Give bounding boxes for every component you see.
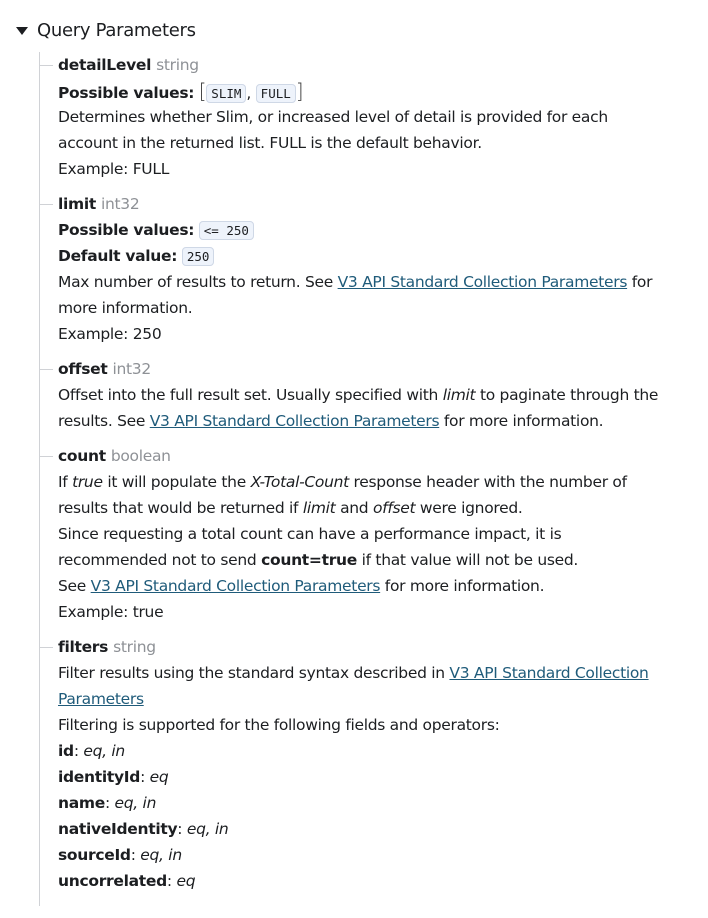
param-type: int32	[112, 360, 151, 378]
collection-params-link[interactable]: V3 API Standard Collection Parameters	[149, 412, 440, 430]
filter-field-name: uncorrelated	[58, 872, 167, 890]
close-bracket: ]	[295, 79, 304, 103]
param-type: boolean	[110, 447, 171, 465]
desc-text: Offset into the full result set. Usually specified with	[58, 386, 439, 404]
filter-field-ops: eq, in	[140, 846, 182, 864]
collection-params-link[interactable]: V3 API Standard Collection Parameters	[90, 577, 381, 595]
desc-text: results. See	[58, 412, 146, 430]
filter-field-ops: eq, in	[83, 742, 125, 760]
param-description: Since requesting a total count can have a performance impact, it is	[58, 525, 562, 543]
param-description: Filtering is supported for the following fields and operators:	[58, 716, 500, 734]
desc-text: If	[58, 473, 68, 491]
desc-emphasis: limit	[442, 386, 476, 404]
param-limit	[58, 191, 698, 347]
desc-text: if that value will not be used.	[361, 551, 579, 569]
param-example: Example: true	[58, 603, 164, 621]
filter-field-name: nativeIdentity	[58, 820, 178, 838]
desc-text: Filter results using the standard syntax described in	[58, 664, 445, 682]
tree-tick	[39, 369, 53, 370]
possible-values-label: Possible values:	[58, 84, 195, 102]
param-description: Determines whether Slim, or increased level of detail is provided for each	[58, 108, 608, 126]
filter-field-name: name	[58, 794, 105, 812]
open-bracket: [	[198, 79, 207, 103]
param-example: Example: 250	[58, 325, 162, 343]
desc-text: for	[631, 273, 653, 291]
tree-tick	[39, 456, 53, 457]
filter-field-row: identityId: eq	[58, 768, 169, 786]
desc-text: and	[340, 499, 369, 517]
collection-params-link[interactable]: V3 API Standard Collection Parameters	[337, 273, 628, 291]
desc-emphasis: offset	[372, 499, 416, 517]
filter-field-row: nativeIdentity: eq, in	[58, 820, 229, 838]
tree-line	[39, 52, 40, 906]
filter-field-ops: eq	[149, 768, 169, 786]
filter-field-row: id: eq, in	[58, 742, 125, 760]
param-type: string	[156, 56, 199, 74]
filter-field-name: sourceId	[58, 846, 131, 864]
caret-down-icon[interactable]	[16, 27, 28, 35]
filter-field-row: sourceId: eq, in	[58, 846, 182, 864]
filter-field-ops: eq, in	[186, 820, 229, 838]
enum-value: FULL	[256, 84, 296, 103]
param-description: account in the returned list. FULL is the default behavior.	[58, 134, 482, 152]
desc-text: See	[58, 577, 87, 595]
tree-tick	[39, 647, 53, 648]
param-type: string	[113, 638, 156, 656]
param-description: more information.	[58, 299, 193, 317]
param-name: filters	[58, 638, 109, 656]
possible-value: <= 250	[199, 221, 254, 240]
param-type: int32	[101, 195, 140, 213]
desc-text: for more information.	[384, 577, 545, 595]
desc-text: to paginate through the	[479, 386, 659, 404]
possible-values-label: Possible values:	[58, 221, 195, 239]
param-name: count	[58, 447, 106, 465]
filter-field-name: id	[58, 742, 74, 760]
filter-field-row: uncorrelated: eq	[58, 872, 196, 890]
param-name: limit	[58, 195, 96, 213]
default-value: 250	[182, 247, 215, 266]
desc-text: were ignored.	[419, 499, 523, 517]
params-list	[58, 52, 698, 894]
tree-tick	[39, 65, 53, 66]
collection-params-link[interactable]: V3 API Standard Collection	[449, 664, 649, 682]
default-value-label: Default value:	[58, 247, 178, 265]
filter-field-ops: eq, in	[114, 794, 157, 812]
desc-emphasis: X-Total-Count	[250, 473, 349, 491]
tree-tick	[39, 204, 53, 205]
param-name: offset	[58, 360, 108, 378]
desc-text: it will populate the	[107, 473, 246, 491]
query-parameters-header[interactable]	[16, 17, 196, 43]
filter-field-name: identityId	[58, 768, 141, 786]
param-example: Example: FULL	[58, 160, 170, 178]
filter-field-ops: eq	[176, 872, 196, 890]
param-name: detailLevel	[58, 56, 152, 74]
param-count	[58, 443, 698, 625]
desc-strong: count=true	[261, 551, 357, 569]
desc-text: Max number of results to return. See	[58, 273, 333, 291]
desc-emphasis: limit	[302, 499, 336, 517]
desc-emphasis: true	[72, 473, 103, 491]
param-offset	[58, 356, 698, 434]
section-title: Query Parameters	[37, 19, 196, 41]
filter-field-row: name: eq, in	[58, 794, 157, 812]
desc-text: response header with the number of	[353, 473, 627, 491]
enum-value: SLIM	[206, 84, 246, 103]
collection-params-link-cont[interactable]: Parameters	[58, 690, 144, 708]
desc-text: recommended not to send	[58, 551, 257, 569]
desc-text: results that would be returned if	[58, 499, 299, 517]
param-detailLevel: detailLevel string Possible values: [ SLIM , FULL ] Determines whether Slim, or increased level of detail is provided for each account in the returned list. FULL is the default behavior. Example: FULL	[58, 52, 698, 182]
param-filters	[58, 634, 698, 894]
desc-text: for more information.	[443, 412, 604, 430]
